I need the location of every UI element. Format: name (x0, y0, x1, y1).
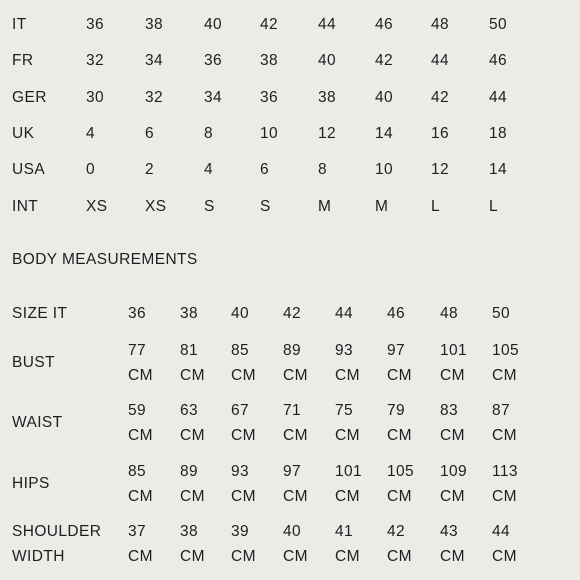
conversion-cell: XS (145, 198, 167, 215)
measurement-unit: CM (387, 367, 412, 384)
conversion-cell: 40 (318, 52, 337, 69)
conversion-cell: 50 (489, 16, 508, 33)
conversion-cell: 32 (145, 89, 164, 106)
measurement-value: 101 (440, 342, 468, 359)
conversion-row-label: IT (12, 16, 27, 33)
header-size: 36 (128, 305, 147, 322)
measurement-unit: CM (335, 427, 360, 444)
measurement-unit: CM (180, 427, 205, 444)
measurement-label: WIDTH (12, 548, 65, 565)
conversion-cell: L (489, 198, 499, 215)
conversion-cell: L (431, 198, 441, 215)
measurement-value: 83 (440, 402, 459, 419)
measurement-value: 101 (335, 463, 363, 480)
measurement-unit: CM (492, 548, 517, 565)
conversion-cell: M (318, 198, 332, 215)
conversion-cell: 16 (431, 125, 450, 142)
measurement-value: 85 (128, 463, 147, 480)
conversion-row-label: INT (12, 198, 39, 215)
measurement-unit: CM (440, 548, 465, 565)
conversion-cell: 4 (86, 125, 96, 142)
measurement-value: 79 (387, 402, 406, 419)
measurement-value: 89 (283, 342, 302, 359)
measurement-unit: CM (387, 548, 412, 565)
measurement-unit: CM (283, 488, 308, 505)
conversion-cell: XS (86, 198, 108, 215)
measurement-unit: CM (180, 548, 205, 565)
conversion-cell: 44 (318, 16, 337, 33)
conversion-cell: 8 (318, 161, 328, 178)
measurement-unit: CM (180, 488, 205, 505)
conversion-cell: 38 (318, 89, 337, 106)
measurement-value: 39 (231, 523, 250, 540)
measurement-value: 71 (283, 402, 302, 419)
conversion-cell: 42 (431, 89, 450, 106)
conversion-cell: 14 (489, 161, 508, 178)
measurement-label: SHOULDER (12, 523, 102, 540)
conversion-cell: 32 (86, 52, 105, 69)
conversion-cell: 42 (375, 52, 394, 69)
section-title: BODY MEASUREMENTS (12, 251, 198, 268)
conversion-cell: 8 (204, 125, 214, 142)
measurement-label: WAIST (12, 414, 63, 431)
measurement-value: 93 (231, 463, 250, 480)
conversion-cell: 0 (86, 161, 96, 178)
measurement-value: 105 (387, 463, 415, 480)
measurement-value: 67 (231, 402, 250, 419)
measurement-unit: CM (283, 427, 308, 444)
conversion-cell: 36 (260, 89, 279, 106)
header-label: SIZE IT (12, 305, 68, 322)
measurement-unit: CM (283, 367, 308, 384)
header-size: 44 (335, 305, 354, 322)
measurement-value: 97 (283, 463, 302, 480)
conversion-cell: S (204, 198, 215, 215)
measurement-value: 38 (180, 523, 199, 540)
measurement-value: 43 (440, 523, 459, 540)
conversion-cell: M (375, 198, 389, 215)
measurement-unit: CM (387, 488, 412, 505)
conversion-cell: S (260, 198, 271, 215)
measurement-unit: CM (492, 367, 517, 384)
measurement-unit: CM (440, 488, 465, 505)
measurement-unit: CM (335, 548, 360, 565)
conversion-cell: 34 (204, 89, 223, 106)
measurement-unit: CM (128, 488, 153, 505)
conversion-cell: 48 (431, 16, 450, 33)
conversion-cell: 40 (204, 16, 223, 33)
header-size: 50 (492, 305, 511, 322)
measurement-unit: CM (335, 367, 360, 384)
measurement-unit: CM (440, 427, 465, 444)
conversion-cell: 44 (431, 52, 450, 69)
conversion-cell: 2 (145, 161, 155, 178)
conversion-row-label: UK (12, 125, 35, 142)
conversion-cell: 38 (260, 52, 279, 69)
measurement-unit: CM (128, 427, 153, 444)
header-size: 42 (283, 305, 302, 322)
measurement-value: 77 (128, 342, 147, 359)
measurement-label: HIPS (12, 475, 50, 492)
measurement-unit: CM (492, 427, 517, 444)
measurement-value: 85 (231, 342, 250, 359)
measurement-value: 59 (128, 402, 147, 419)
measurement-unit: CM (283, 548, 308, 565)
conversion-cell: 36 (86, 16, 105, 33)
conversion-cell: 12 (431, 161, 450, 178)
header-size: 40 (231, 305, 250, 322)
measurement-value: 109 (440, 463, 468, 480)
measurement-value: 63 (180, 402, 199, 419)
header-size: 46 (387, 305, 406, 322)
measurement-value: 97 (387, 342, 406, 359)
measurement-unit: CM (387, 427, 412, 444)
conversion-cell: 36 (204, 52, 223, 69)
measurement-value: 89 (180, 463, 199, 480)
measurement-value: 113 (492, 463, 518, 480)
measurement-value: 75 (335, 402, 354, 419)
measurement-value: 40 (283, 523, 302, 540)
conversion-cell: 46 (375, 16, 394, 33)
conversion-cell: 46 (489, 52, 508, 69)
conversion-cell: 40 (375, 89, 394, 106)
measurement-unit: CM (231, 427, 256, 444)
header-size: 48 (440, 305, 459, 322)
conversion-row-label: GER (12, 89, 47, 106)
conversion-row-label: FR (12, 52, 34, 69)
conversion-cell: 44 (489, 89, 508, 106)
conversion-cell: 6 (260, 161, 270, 178)
conversion-cell: 4 (204, 161, 214, 178)
conversion-cell: 38 (145, 16, 164, 33)
measurement-value: 44 (492, 523, 511, 540)
conversion-cell: 34 (145, 52, 164, 69)
conversion-cell: 30 (86, 89, 105, 106)
conversion-cell: 6 (145, 125, 155, 142)
measurement-unit: CM (231, 367, 256, 384)
conversion-cell: 42 (260, 16, 279, 33)
measurement-value: 42 (387, 523, 406, 540)
conversion-cell: 12 (318, 125, 337, 142)
conversion-cell: 18 (489, 125, 508, 142)
conversion-row-label: USA (12, 161, 46, 178)
conversion-cell: 10 (260, 125, 279, 142)
measurement-unit: CM (440, 367, 465, 384)
measurement-value: 37 (128, 523, 147, 540)
measurement-unit: CM (492, 488, 517, 505)
measurement-unit: CM (231, 548, 256, 565)
measurement-unit: CM (180, 367, 205, 384)
measurement-value: 105 (492, 342, 520, 359)
measurement-label: BUST (12, 354, 55, 371)
measurement-value: 81 (180, 342, 199, 359)
measurement-value: 41 (335, 523, 354, 540)
header-size: 38 (180, 305, 199, 322)
measurement-value: 93 (335, 342, 354, 359)
conversion-cell: 10 (375, 161, 394, 178)
conversion-cell: 14 (375, 125, 394, 142)
measurement-value: 87 (492, 402, 511, 419)
measurement-unit: CM (231, 488, 256, 505)
measurement-unit: CM (128, 548, 153, 565)
measurement-unit: CM (128, 367, 153, 384)
measurement-unit: CM (335, 488, 360, 505)
